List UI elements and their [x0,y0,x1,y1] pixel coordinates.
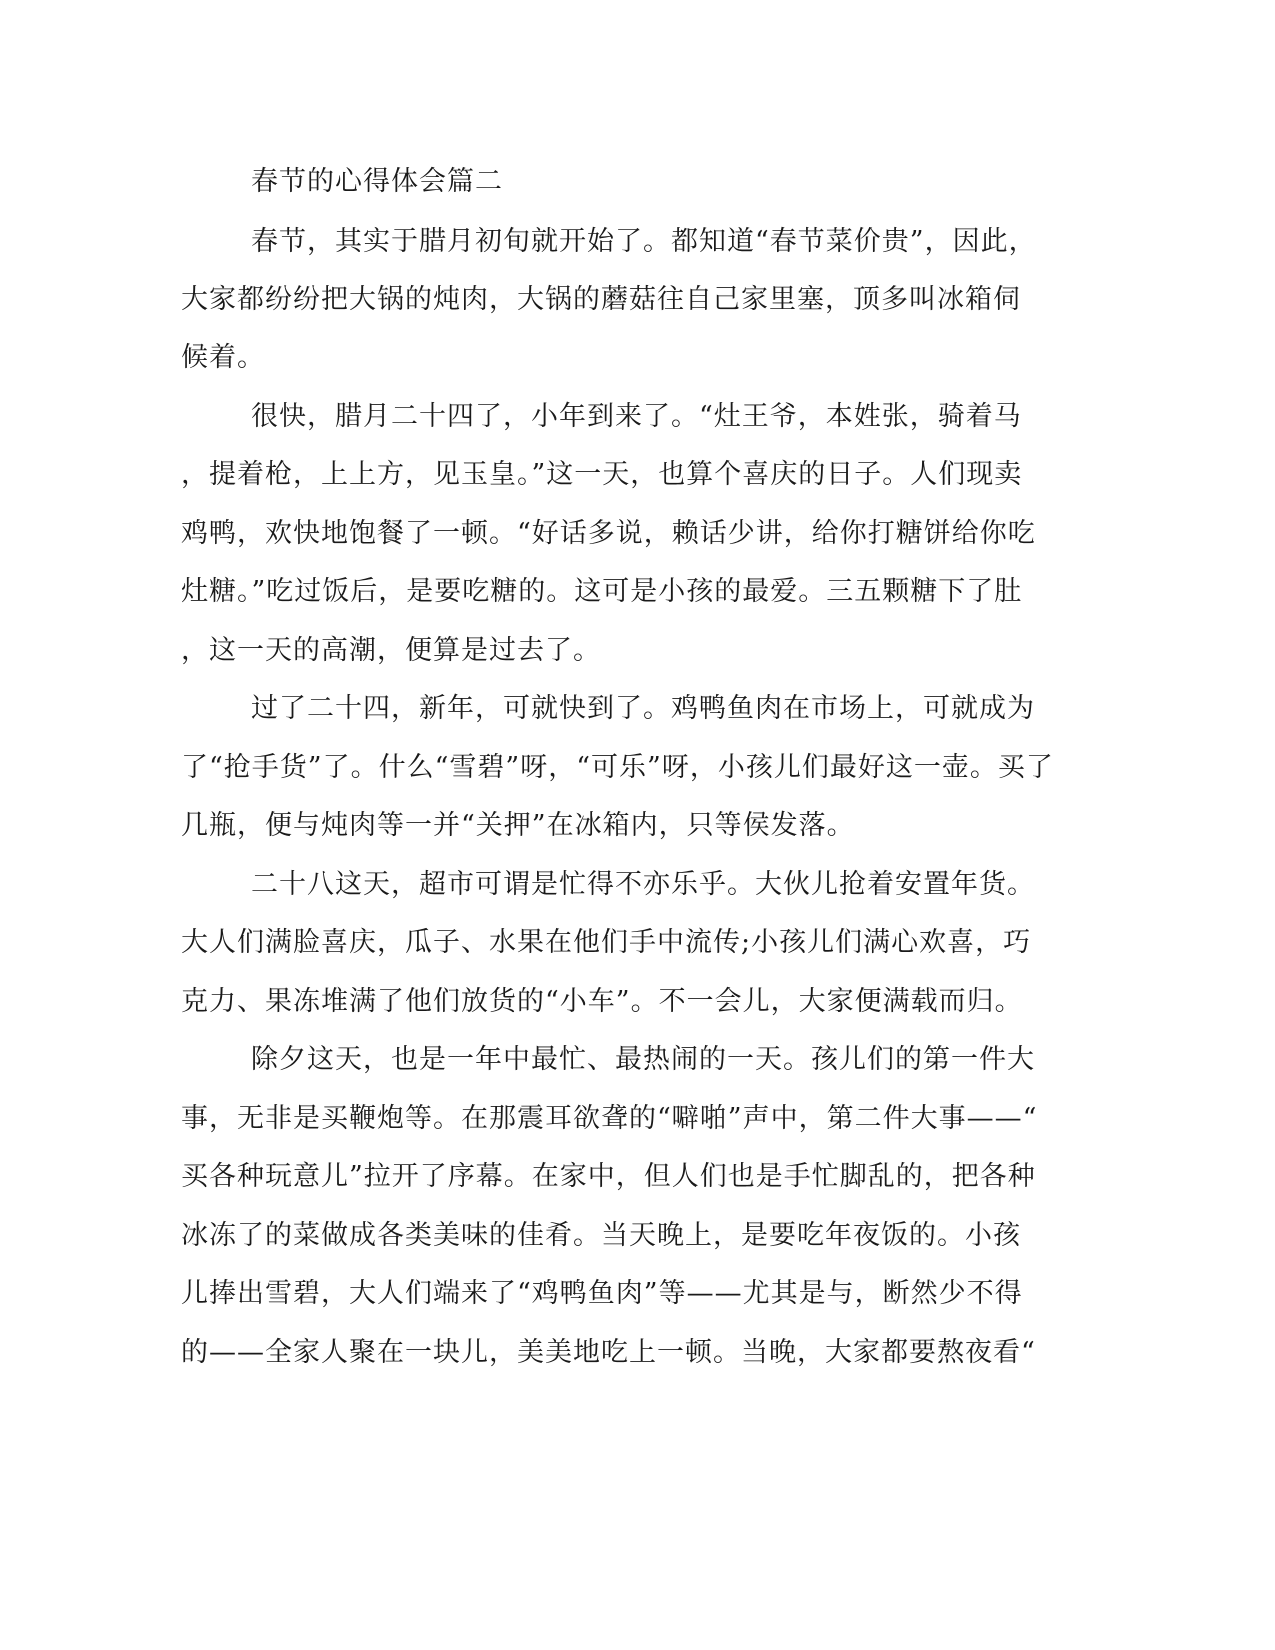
paragraph-line: 的——全家人聚在一块儿，美美地吃上一顿。当晚，大家都要熬夜看“ [181,1337,1036,1368]
paragraph-line: 灶糖。”吃过饭后，是要吃糖的。这可是小孩的最爱。三五颗糖下了肚 [181,576,1023,607]
document-title: 春节的心得体会篇二 [251,166,503,197]
paragraph-line: 除夕这天，也是一年中最忙、最热闹的一天。孩儿们的第一件大 [251,1044,1035,1075]
paragraph-line: 了“抢手货”了。什么“雪碧”呀，“可乐”呀，小孩儿们最好这一壶。买了 [181,752,1054,783]
paragraph-line: ，提着枪，上上方，见玉皇。”这一天，也算个喜庆的日子。人们现卖 [181,459,1023,490]
paragraph-line: 儿捧出雪碧，大人们端来了“鸡鸭鱼肉”等——尤其是与，断然少不得 [181,1278,1023,1309]
paragraph-line: 事，无非是买鞭炮等。在那震耳欲聋的“噼啪”声中，第二件大事——“ [181,1103,1038,1134]
paragraph-line: 很快，腊月二十四了，小年到来了。“灶王爷，本姓张，骑着马 [251,401,1022,432]
paragraph-line: 春节，其实于腊月初旬就开始了。都知道“春节菜价贵”，因此， [251,226,1037,257]
paragraph-line: 几瓶，便与炖肉等一并“关押”在冰箱内，只等侯发落。 [181,810,855,841]
paragraph-line: 克力、果冻堆满了他们放货的“小车”。不一会儿，大家便满载而归。 [181,986,1023,1017]
paragraph-line: 候着。 [181,342,265,373]
paragraph-line: ，这一天的高潮，便算是过去了。 [181,635,601,666]
paragraph-line: 冰冻了的菜做成各类美味的佳肴。当天晚上，是要吃年夜饭的。小孩 [181,1220,1021,1251]
paragraph-line: 买各种玩意儿”拉开了序幕。在家中，但人们也是手忙脚乱的，把各种 [181,1161,1036,1192]
paragraph-line: 过了二十四，新年，可就快到了。鸡鸭鱼肉在市场上，可就成为 [251,693,1035,724]
paragraph-line: 鸡鸭，欢快地饱餐了一顿。“好话多说，赖话少讲，给你打糖饼给你吃 [181,518,1036,549]
paragraph-line: 二十八这天，超市可谓是忙得不亦乐乎。大伙儿抢着安置年货。 [251,869,1035,900]
paragraph-line: 大人们满脸喜庆，瓜子、水果在他们手中流传;小孩儿们满心欢喜，巧 [181,927,1032,958]
paragraph-line: 大家都纷纷把大锅的炖肉，大锅的蘑菇往自己家里塞，顶多叫冰箱伺 [181,284,1021,315]
